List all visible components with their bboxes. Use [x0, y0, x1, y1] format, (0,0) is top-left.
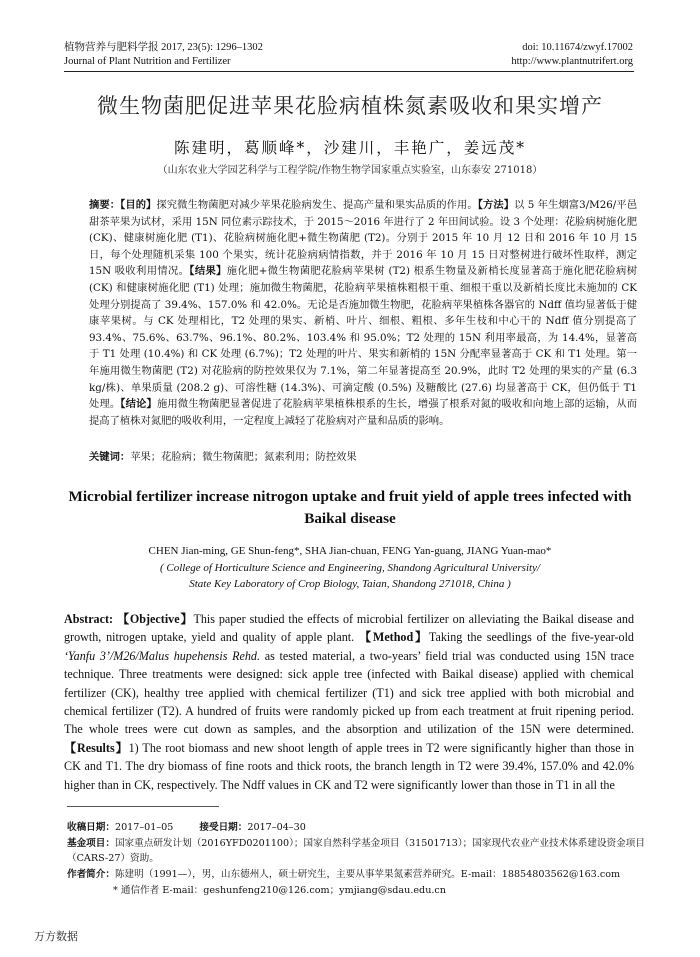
method-label-en: 【Method】: [359, 630, 429, 645]
author-bio-text: 陈建明（1991—），男，山东德州人，硕士研究生，主要从事苹果氮素营养研究。E-mail：18854803562@163.com: [114, 869, 621, 880]
objective-en: This paper studied the effects of microbial fertilizer on alleviating the Baikal disease and growth, nitrogen uptake, yield and quality of apple plant.: [64, 612, 635, 645]
abstract-cn-label: 摘要：: [89, 199, 121, 211]
cultivar-name: ‘Yanfu 3’/M26/Malus hupehensis Rehd.: [64, 648, 261, 663]
accepted-label: 接受日期：: [199, 822, 248, 833]
conclusion-cn: 施用微生物菌肥显著促进了花脸病苹果植株根系的生长，增强了根系对氮的吸收和向地上部的运输，从而提高了植株对氮肥的吸收利用，一定程度上减轻了花脸病对产量和品质的影响。: [89, 398, 638, 427]
page-title-en: Microbial fertilizer increase nitrogon uptake and fruit yield of apple trees infected with Baikal disease: [68, 488, 632, 527]
authors-en: CHEN Jian-ming, GE Shun-feng*, SHA Jian-chuan, FENG Yan-guang, JIANG Yuan-mao*: [148, 545, 552, 557]
abstract-cn: [89, 197, 637, 429]
journal-url[interactable]: http://www.plantnutrifert.org: [511, 56, 633, 67]
accepted-date: 2017–04–30: [247, 822, 306, 833]
keywords-text-cn: 苹果；花脸病；微生物菌肥；氮素利用；防控效果: [130, 451, 357, 463]
affiliation-en-line-1: ( College of Horticulture Science and Engineering, Shandong Agricultural University/: [159, 562, 541, 574]
objective-cn: 探究微生物菌肥对减少苹果花脸病发生、提高产量和果实品质的作用。: [156, 199, 478, 211]
affiliation-cn: （山东农业大学园艺科学与工程学院/作物生物学国家重点实验室，山东泰安 271018）: [157, 165, 543, 176]
funding-line: [67, 836, 647, 866]
method-cn: 以 5 年生烟富3/M26/平邑甜茶苹果为试材，采用 15N 同位素示踪技术，于 2015～2016 年进行了 2 年田间试验。设 3 个处理：花脸病树施化肥 (CK)、健康树施化肥 (T1)、花脸病树施化肥+微生物菌肥 (T2)。分别于 2015 年 10 月 12 日和 2016 年 10 月 15 日，每个处理随机采集 100 个果实，统计花脸病病情指数，并于 2016 年 10 月 15 日对整树进行破坏性取样，测定 15N 吸收利用情况。: [89, 199, 638, 278]
results-cn: 施化肥+微生物菌肥花脸病苹果树 (T2) 根系生物量及新梢长度显著高于施化肥花脸病树 (CK) 和健康树施化肥 (T1) 处理；施加微生物菌肥，花脸病苹果植株粗根干重、细根干重以及新梢长度比未施加的 CK 处理分别提高了 39.4%、157.0% 和 42.0%。无论是否施加微生物肥，花脸病苹果植株各器官的 Ndff 值均显著低于健康苹果树。与 CK 处理相比，T2 处理的果实、新梢、叶片、细根、粗根、多年生枝和中心干的 Ndff 值分别提高了 93.4%、75.6%、63.7%、96.1%、80.2%、103.4% 和 95.0%；T2 处理的 15N 利用率最高，为 14.4%，显著高于 T1 处理 (10.4%) 和 CK 处理 (6.7%)；T2 处理的叶片、果实和新梢的 15N 分配率显著高于 CK 和 T1 处理。第一年施用微生物菌肥 (T2) 对花脸病的防控效果仅为 7.1%，第二年显著提高至 20.9%，此时 T2 处理的果实的产量 (6.3 kg/株)、单果质量 (208.2 g)、可溶性糖 (14.3%)、可滴定酸 (0.5%) 及糖酸比 (27.6) 均显著高于 CK，但仍低于 T1 处理。: [89, 265, 637, 411]
abstract-en: [64, 610, 634, 794]
author-bio-label: 作者简介：: [67, 869, 115, 880]
method-en-2: as tested material, a two-years’ field trial was conducted using 15N trace technique. Three treatments were designed: sick apple tree (infected with Baikal disease) applied with chemical fertilizer (CK), healthy tree applied with chemical fertilizer (T1) and sick tree applied with both microbial and chemical fertilizer (T2). A hundred of fruits were randomly picked up from each treatment at fruit ripening period. The whole trees were cut down as samples, and the absorption and utilization of the 15N were determined.: [64, 648, 634, 737]
funding-label: 基金项目：: [67, 838, 115, 849]
wanfang-watermark: 万方数据: [34, 930, 78, 943]
author-bio-line: [67, 867, 647, 882]
objective-label-cn: 【目的】: [120, 199, 157, 211]
footnote-rule: [67, 806, 219, 807]
results-label-en: 【Results】: [64, 740, 129, 755]
keywords-label-cn: 关键词：: [89, 451, 131, 463]
keywords-cn: [89, 449, 637, 465]
doi: doi: 10.11674/zwyf.17002: [522, 42, 633, 53]
header-rule: [64, 71, 634, 72]
dates-line: [67, 820, 647, 835]
funding-text: 国家重点研发计划（2016YFD0201100）；国家自然科学基金项目（31501713）；国家现代农业产业技术体系建设资金项目（CARS-27）资助。: [67, 838, 645, 864]
method-label-cn: 【方法】: [477, 199, 515, 211]
objective-label-en: 【Objective】: [116, 612, 194, 626]
conclusion-label-cn: 【结论】: [120, 398, 157, 411]
results-en: 1) The root biomass and new shoot length of apple trees in T2 were significantly higher than those in CK and T1. The dry biomass of fine roots and thick roots, the branch length in T2 were 39.4%, 157.0% and 42.0% higher than in CK, respectively. The Ndff values in CK and T2 were significantly lower than those in T1 in all the: [64, 740, 634, 792]
page-title-cn: 微生物菌肥促进苹果花脸病植株氮素吸收和果实增产: [97, 94, 603, 118]
abstract-en-label: Abstract:: [64, 612, 114, 626]
journal-name-en: Journal of Plant Nutrition and Fertilizer: [64, 56, 231, 67]
journal-name-cn: 植物营养与肥料学报 2017, 23(5): 1296–1302: [64, 42, 263, 53]
authors-cn: 陈建明，葛顺峰*，沙建川，丰艳广，姜远茂*: [173, 139, 526, 157]
affiliation-en-line-2: State Key Laboratory of Crop Biology, Taian, Shandong 271018, China ): [189, 578, 511, 590]
corresponding-author: * 通信作者 E-mail：geshunfeng210@126.com；ymjiang@sdau.edu.cn: [113, 885, 446, 896]
received-date: 2017–01–05: [114, 822, 174, 833]
method-en-1: Taking the seedlings of the five-year-old: [428, 630, 634, 645]
results-label-cn: 【结果】: [189, 265, 227, 278]
received-label: 收稿日期：: [67, 822, 115, 833]
